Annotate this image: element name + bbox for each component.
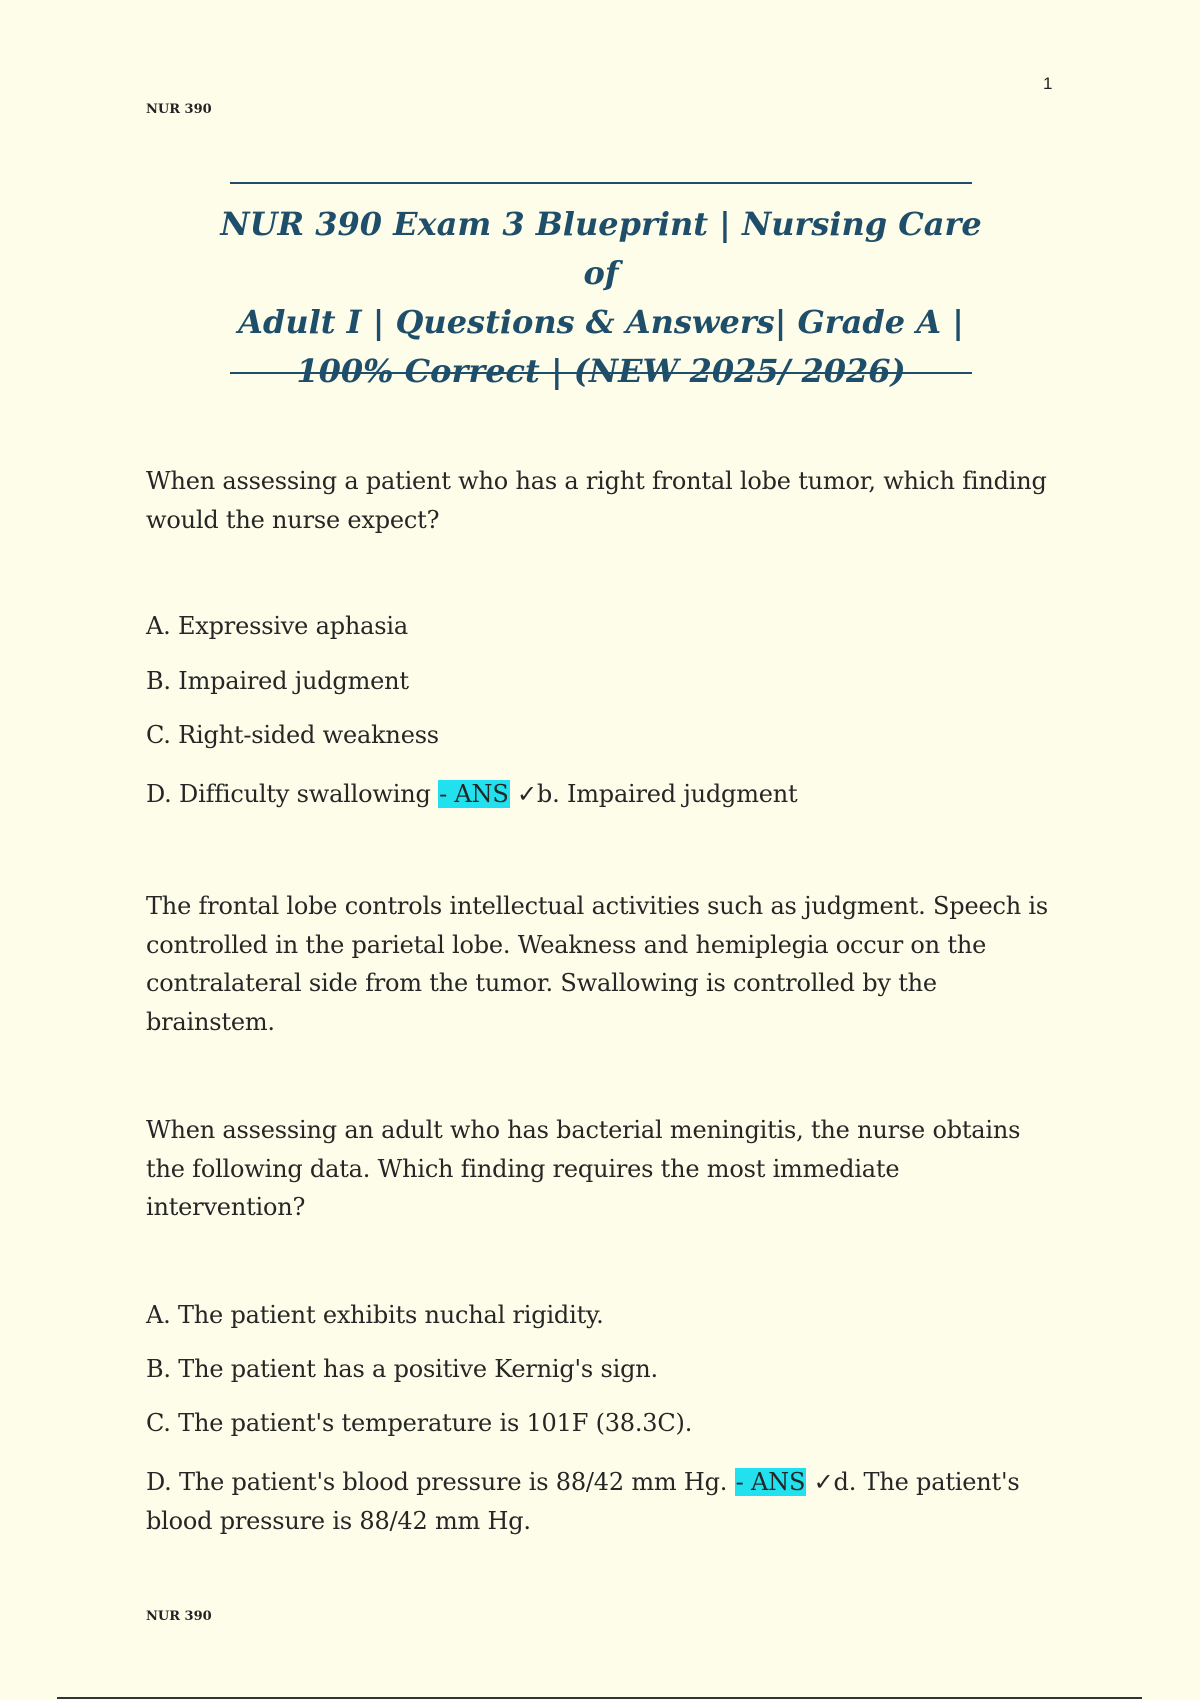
- option-text: D. The patient's blood pressure is 88/42 mm Hg.: [146, 1468, 728, 1496]
- document-title: [220, 200, 982, 396]
- question-2-option-b: B. The patient has a positive Kernig's sign.: [146, 1355, 658, 1383]
- page-number: 1: [1043, 74, 1053, 93]
- stem-line: When assessing an adult who has bacterial meningitis, the nurse obtains: [146, 1116, 1021, 1144]
- title-line: 100% Correct | (NEW 2025/ 2026): [296, 352, 906, 390]
- stem-line: would the nurse expect?: [146, 505, 440, 534]
- option-line: [146, 1463, 1066, 1502]
- stem-line: the following data. Which finding requires the most immediate: [146, 1154, 900, 1183]
- question-2-option-a: A. The patient exhibits nuchal rigidity.: [146, 1301, 604, 1329]
- rationale-line: controlled in the parietal lobe. Weakness and hemiplegia occur on the: [146, 930, 987, 959]
- page-footer: NUR 390: [146, 1609, 212, 1624]
- question-1-stem: [146, 462, 1066, 539]
- question-1-option-d: [146, 775, 1066, 814]
- rationale-line: contralateral side from the tumor. Swallowing is controlled by the: [146, 969, 937, 997]
- title-line: NUR 390 Exam 3 Blueprint | Nursing Care of: [220, 205, 982, 292]
- title-rule-top: [230, 182, 972, 184]
- question-2-option-d: [146, 1463, 1066, 1540]
- answer-text: ✓d. The patient's: [813, 1468, 1020, 1496]
- title-rule-bottom: [230, 372, 972, 374]
- question-1-option-b: B. Impaired judgment: [146, 667, 409, 695]
- answer-continuation: blood pressure is 88/42 mm Hg.: [146, 1506, 531, 1535]
- stem-line: intervention?: [146, 1193, 306, 1221]
- page-header: NUR 390: [146, 102, 212, 117]
- ans-marker: - ANS: [735, 1468, 806, 1496]
- ans-marker: - ANS: [439, 780, 509, 808]
- question-1-option-c: C. Right-sided weakness: [146, 721, 439, 749]
- question-1-rationale: [146, 887, 1066, 1041]
- option-text: D. Difficulty swallowing: [146, 780, 431, 808]
- page-bottom-rule: [57, 1697, 1142, 1699]
- title-line: Adult I | Questions & Answers| Grade A |: [238, 303, 964, 341]
- question-2-option-c: C. The patient's temperature is 101F (38.3C).: [146, 1409, 693, 1437]
- rationale-line: The frontal lobe controls intellectual activities such as judgment. Speech is: [146, 892, 1048, 920]
- question-1-option-a: A. Expressive aphasia: [146, 612, 408, 640]
- answer-text: ✓b. Impaired judgment: [517, 780, 798, 808]
- stem-line: When assessing a patient who has a right frontal lobe tumor, which finding: [146, 467, 1047, 495]
- rationale-line: brainstem.: [146, 1007, 275, 1036]
- question-2-stem: [146, 1111, 1066, 1227]
